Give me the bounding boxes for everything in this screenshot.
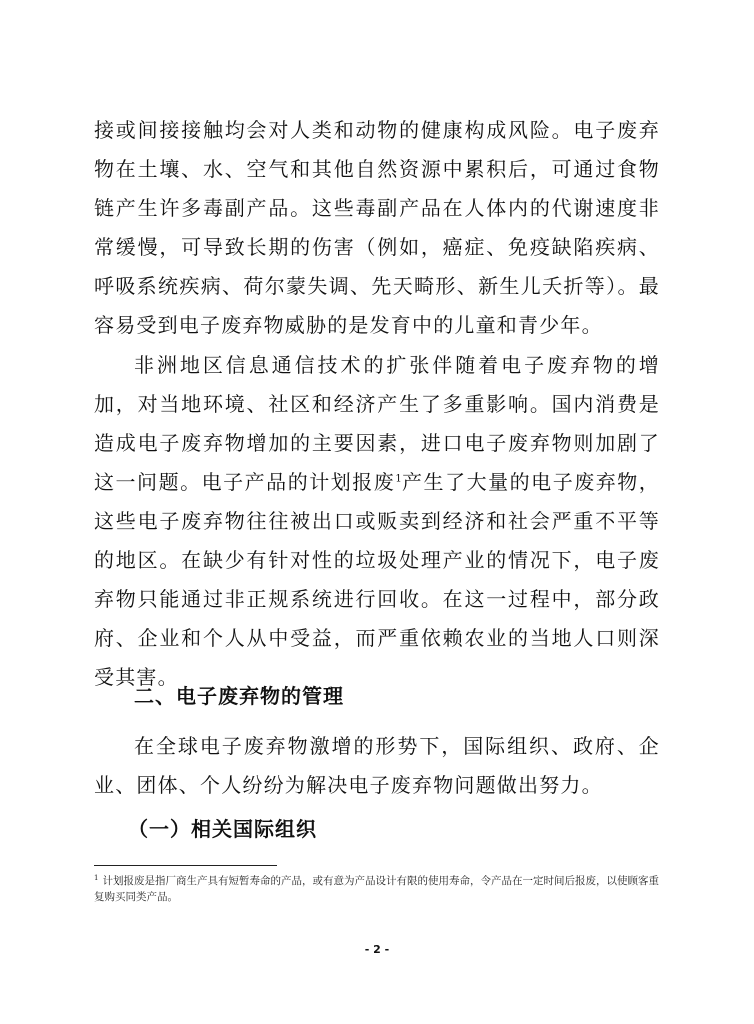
footnote-mark: 1 xyxy=(94,873,99,882)
footnote-reference[interactable]: 1 xyxy=(395,473,402,485)
body-paragraph-2 xyxy=(94,346,660,697)
footnote-divider xyxy=(94,865,277,866)
paragraph-2-text-start: 非洲地区信息通信技术的扩张伴随着电子废弃物的增加，对当地环境、社区和经济产生了多重影响。国内消费是造成电子废弃物增加的主要因素，进口电子废弃物则加剧了这一问题。电子产品的计划报废 xyxy=(94,353,660,494)
body-paragraph-3: 在全球电子废弃物激增的形势下，国际组织、政府、企业、团体、个人纷纷为解决电子废弃物问题做出努力。 xyxy=(94,734,660,797)
section-heading: 二、电子废弃物的管理 xyxy=(134,684,344,708)
subsection-heading: （一）相关国际组织 xyxy=(128,817,317,841)
paragraph-2-text-end: 产生了大量的电子废弃物，这些电子废弃物往往被出口或贩卖到经济和社会严重不平等的地区。在缺少有针对性的垃圾处理产业的情况下，电子废弃物只能通过非正规系统进行回收。在这一过程中，部分政府、企业和个人从中受益，而严重依赖农业的当地人口则深受其害。 xyxy=(94,470,660,689)
footnote-text: 计划报废是指厂商生产具有短暂寿命的产品，或有意为产品设计有限的使用寿命，令产品在一定时间后报废，以使顾客重复购买同类产品。 xyxy=(94,875,659,903)
page-number: - 2 - xyxy=(364,943,390,956)
footnote xyxy=(94,873,660,905)
body-paragraph-1: 接或间接接触均会对人类和动物的健康构成风险。电子废弃物在土壤、水、空气和其他自然资源中累积后，可通过食物链产生许多毒副产品。这些毒副产品在人体内的代谢速度非常缓慢，可导致长期的伤害（例如，癌症、免疫缺陷疾病、呼吸系统疾病、荷尔蒙失调、先天畸形、新生儿夭折等）。最容易受到电子废弃物威胁的是发育中的儿童和青少年。 xyxy=(94,118,660,337)
